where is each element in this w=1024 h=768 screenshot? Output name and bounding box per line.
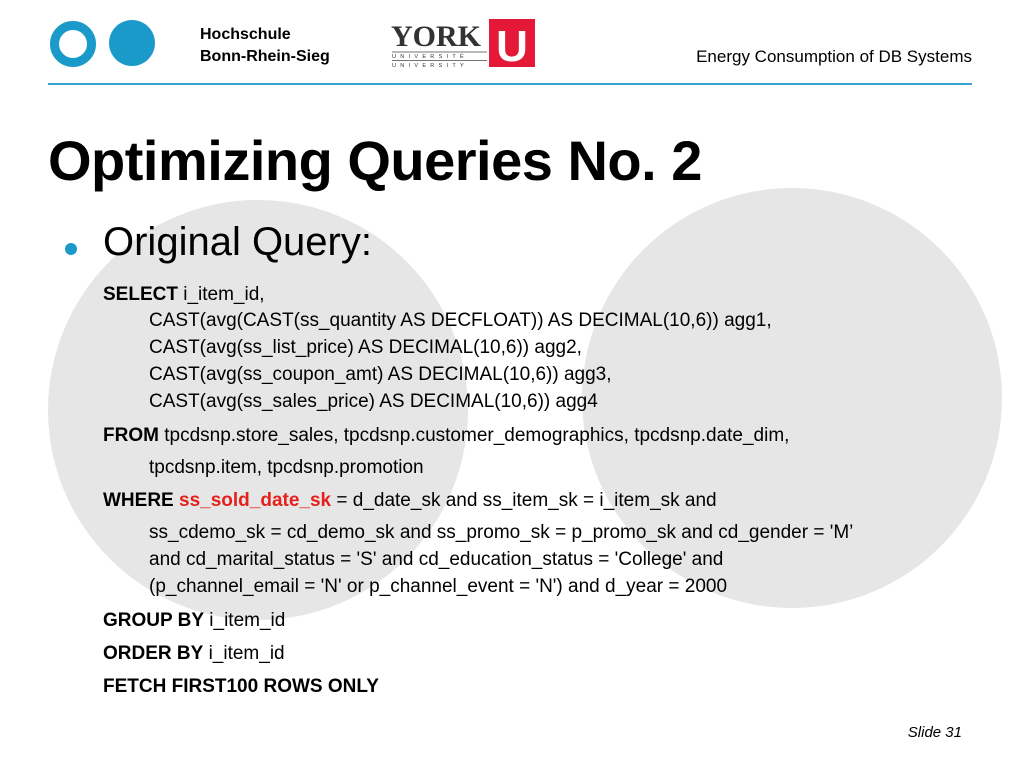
order-by-column: i_item_id: [208, 643, 285, 664]
bullet-original-query: Original Query:: [103, 220, 372, 264]
where-condition: = d_date_sk and ss_item_sk = i_item_sk and: [336, 490, 717, 511]
keyword-group-by: GROUP BY: [103, 610, 205, 631]
highlighted-column: ss_sold_date_sk: [179, 490, 332, 511]
query-where-line4: (p_channel_email = 'N' or p_channel_event = 'N') and d_year = 2000: [149, 576, 728, 597]
query-where-line3: and cd_marital_status = 'S' and cd_education_status = 'College' and: [149, 549, 724, 570]
hochschule-line1: Hochschule: [200, 26, 291, 43]
hochschule-name: [200, 24, 330, 68]
query-agg1-line: CAST(avg(CAST(ss_quantity AS DECFLOAT)) AS DECIMAL(10,6)) agg1,: [149, 310, 772, 331]
header-title: Energy Consumption of DB Systems: [696, 47, 972, 66]
from-tables: tpcdsnp.store_sales, tpcdsnp.customer_demographics, tpcdsnp.date_dim,: [164, 425, 790, 446]
query-from-cont-line: tpcdsnp.item, tpcdsnp.promotion: [149, 457, 424, 478]
query-select-line: [103, 282, 265, 308]
bullet-dot-icon: [65, 243, 77, 255]
hbrs-logo-dot-icon: [109, 20, 155, 66]
query-fetch-line: FETCH FIRST100 ROWS ONLY: [103, 676, 379, 697]
keyword-select: SELECT: [103, 284, 178, 305]
york-wordmark: YORK: [391, 20, 481, 53]
slide-number: Slide 31: [907, 724, 962, 741]
query-agg4-line: CAST(avg(ss_sales_price) AS DECIMAL(10,6)) agg4: [149, 391, 598, 412]
slide-title: Optimizing Queries No. 2: [48, 129, 702, 192]
york-university-logo: [391, 19, 539, 69]
query-from-line: [103, 423, 789, 449]
query-agg3-line: CAST(avg(ss_coupon_amt) AS DECIMAL(10,6)) agg3,: [149, 364, 612, 385]
york-subtitle-fr: UNIVERSITÉ: [392, 54, 469, 60]
query-order-by-line: [103, 641, 285, 667]
query-where-line2: ss_cdemo_sk = cd_demo_sk and ss_promo_sk = p_promo_sk and cd_gender = 'M’: [149, 522, 854, 543]
group-by-column: i_item_id: [209, 610, 286, 631]
hochschule-line2: Bonn-Rhein-Sieg: [200, 48, 330, 65]
select-columns: i_item_id,: [183, 284, 265, 305]
hbrs-logo-ring-icon: [50, 21, 96, 67]
keyword-where: WHERE: [103, 490, 174, 511]
keyword-order-by: ORDER BY: [103, 643, 204, 664]
keyword-from: FROM: [103, 425, 159, 446]
query-group-by-line: [103, 608, 285, 634]
query-agg2-line: CAST(avg(ss_list_price) AS DECIMAL(10,6)) agg2,: [149, 337, 582, 358]
york-u-letter: U: [496, 22, 528, 69]
header-divider: [48, 83, 972, 85]
query-where-line: [103, 488, 717, 514]
york-subtitle-en: UNIVERSITY: [392, 63, 469, 69]
